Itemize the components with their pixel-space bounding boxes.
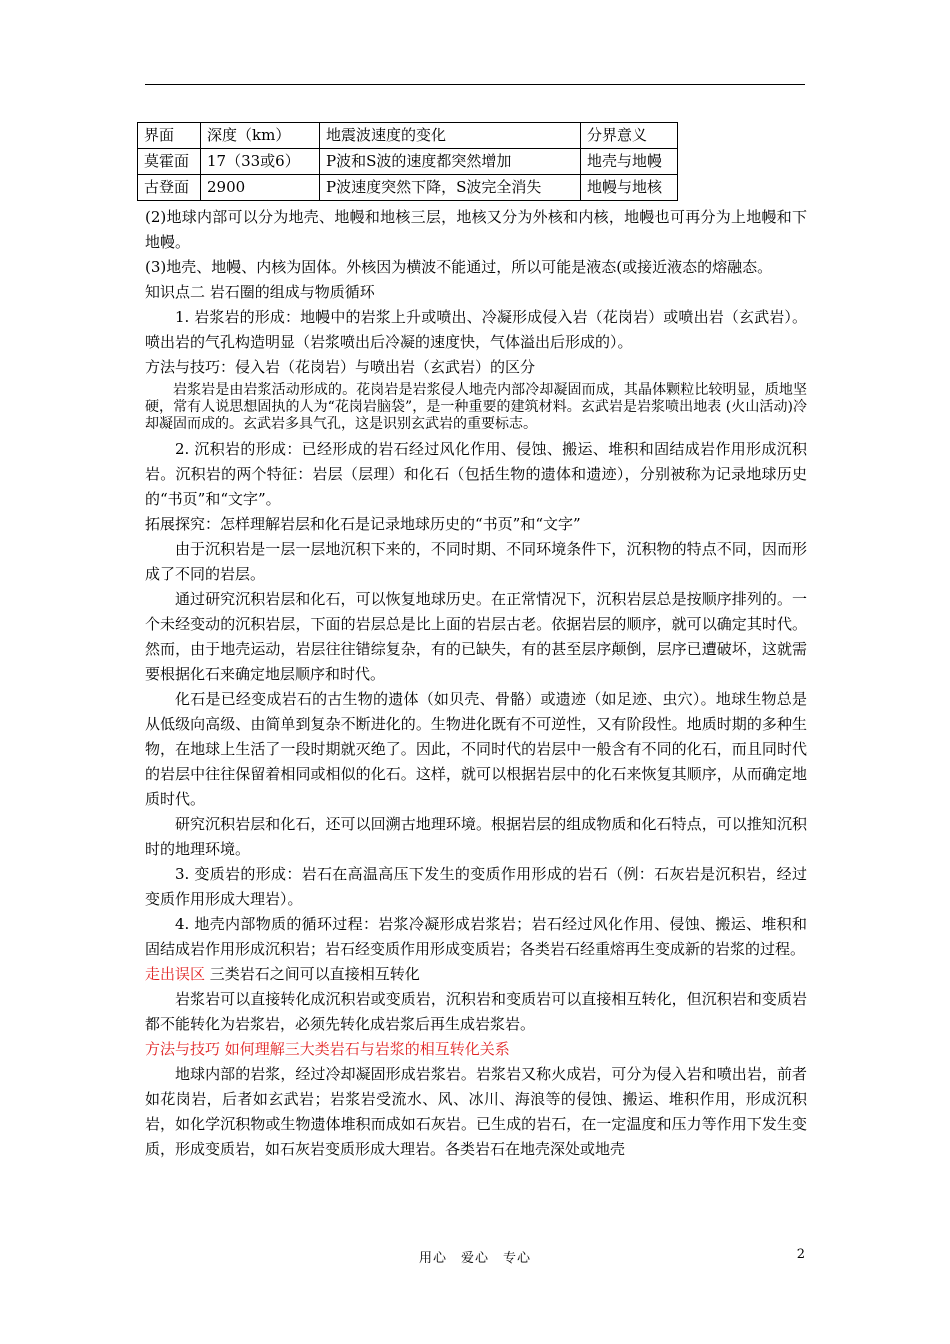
paragraph-small: 岩浆岩是由岩浆活动形成的。花岗岩是岩浆侵人地壳内部冷却凝固而成，其晶体颗粒比较明显，质地坚硬，常有人说思想固执的人为“花岗岩脑袋”，是一种重要的建筑材料。玄武岩是岩浆喷出地表 (火山活动)冷却凝固而成的。玄武岩多具气孔，这是识别玄武岩的重要标志。 [145,382,807,432]
table-cell: P波速度突然下降，S波完全消失 [320,175,581,201]
table-row [138,149,678,175]
table-header-row [138,123,678,149]
misconception-heading [145,962,807,987]
table-cell: 深度（km） [201,123,320,149]
subheading: 拓展探究：怎样理解岩层和化石是记录地球历史的“书页”和“文字” [145,515,581,533]
document-body [145,205,807,1162]
paragraph: 由于沉积岩是一层一层地沉积下来的，不同时期、不同环境条件下，沉积物的特点不同，因而形成了不同的岩层。 [145,540,807,583]
paragraph: 2. 沉积岩的形成：已经形成的岩石经过风化作用、侵蚀、搬运、堆积和固结成岩作用形成沉积岩。沉积岩的两个特征：岩层（层理）和化石（包括生物的遗体和遗迹），分别被称为记录地球历史的“书页”和“文字”。 [145,440,807,508]
table-cell: 莫霍面 [138,149,201,175]
seismic-interface-table [137,122,678,201]
paragraph: (2)地球内部可以分为地壳、地幔和地核三层，地核又分为外核和内核，地幔也可再分为上地幔和下地幔。 [145,208,807,251]
paragraph: 1. 岩浆岩的形成：地幔中的岩浆上升或喷出、冷凝形成侵入岩（花岗岩）或喷出岩（玄武岩）。喷出岩的气孔构造明显（岩浆喷出后冷凝的速度快，气体溢出后形成的）。 [145,308,807,351]
paragraph: 通过研究沉积岩层和化石，可以恢复地球历史。在正常情况下，沉积岩层总是按顺序排列的。一个未经变动的沉积岩层，下面的岩层总是比上面的岩层古老。依据岩层的顺序，就可以确定其时代。然而，由于地壳运动，岩层往往错综复杂，有的已缺失，有的甚至层序颠倒，层序已遭破坏，这就需要根据化石来确定地层顺序和时代。 [145,590,807,683]
table-cell: 分界意义 [581,123,678,149]
table-cell: P波和S波的速度都突然增加 [320,149,581,175]
misconception-label: 走出误区 [145,965,206,983]
page-number: 2 [796,1247,805,1262]
misconception-title: 三类岩石之间可以直接相互转化 [205,965,420,983]
paragraph: (3)地壳、地幔、内核为固体。外核因为横波不能通过，所以可能是液态(或接近液态的熔融态。 [145,258,773,276]
paragraph: 地球内部的岩浆，经过冷却凝固形成岩浆岩。岩浆岩又称火成岩，可分为侵入岩和喷出岩，前者如花岗岩，后者如玄武岩；岩浆岩受流水、风、冰川、海浪等的侵蚀、搬运、堆积作用，形成沉积岩，如化学沉积物或生物遗体堆积而成如石灰岩。已生成的岩石，在一定温度和压力等作用下发生变质，形成变质岩，如石灰岩变质形成大理岩。各类岩石在地壳深处或地壳 [145,1065,807,1158]
table-cell: 2900 [201,175,320,201]
table-cell: 地震波速度的变化 [320,123,581,149]
header-rule [145,84,805,85]
table-cell: 17（33或6） [201,149,320,175]
section-heading: 知识点二 岩石圈的组成与物质循环 [145,283,375,301]
table-cell: 地壳与地幔 [581,149,678,175]
paragraph: 岩浆岩可以直接转化成沉积岩或变质岩，沉积岩和变质岩可以直接相互转化，但沉积岩和变质岩都不能转化为岩浆岩，必须先转化成岩浆后再生成岩浆岩。 [145,990,807,1033]
footer-motto: 用心 爱心 专心 [418,1251,531,1266]
paragraph: 4. 地壳内部物质的循环过程：岩浆冷凝形成岩浆岩；岩石经过风化作用、侵蚀、搬运、堆积和固结成岩作用形成沉积岩；岩石经变质作用形成变质岩；各类岩石经重熔再生变成新的岩浆的过程。 [145,915,807,958]
paragraph: 3. 变质岩的形成：岩石在高温高压下发生的变质作用形成的岩石（例：石灰岩是沉积岩，经过变质作用形成大理岩）。 [145,865,807,908]
table-cell: 地幔与地核 [581,175,678,201]
table-cell: 古登面 [138,175,201,201]
paragraph: 化石是已经变成岩石的古生物的遗体（如贝壳、骨骼）或遗迹（如足迹、虫穴）。地球生物总是从低级向高级、由简单到复杂不断进化的。生物进化既有不可逆性，又有阶段性。地质时期的多种生物，在地球上生活了一段时期就灭绝了。因此，不同时代的岩层中一般含有不同的化石，而且同时代的岩层中往往保留着相同或相似的化石。这样，就可以根据岩层中的化石来恢复其顺序，从而确定地质时代。 [145,690,807,808]
table-cell: 界面 [138,123,201,149]
subheading: 方法与技巧：侵入岩（花岗岩）与喷出岩（玄武岩）的区分 [145,358,536,376]
method-heading: 方法与技巧 如何理解三大类岩石与岩浆的相互转化关系 [145,1040,510,1058]
paragraph: 研究沉积岩层和化石，还可以回溯古地理环境。根据岩层的组成物质和化石特点，可以推知沉积时的地理环境。 [145,815,807,858]
table-row [138,175,678,201]
